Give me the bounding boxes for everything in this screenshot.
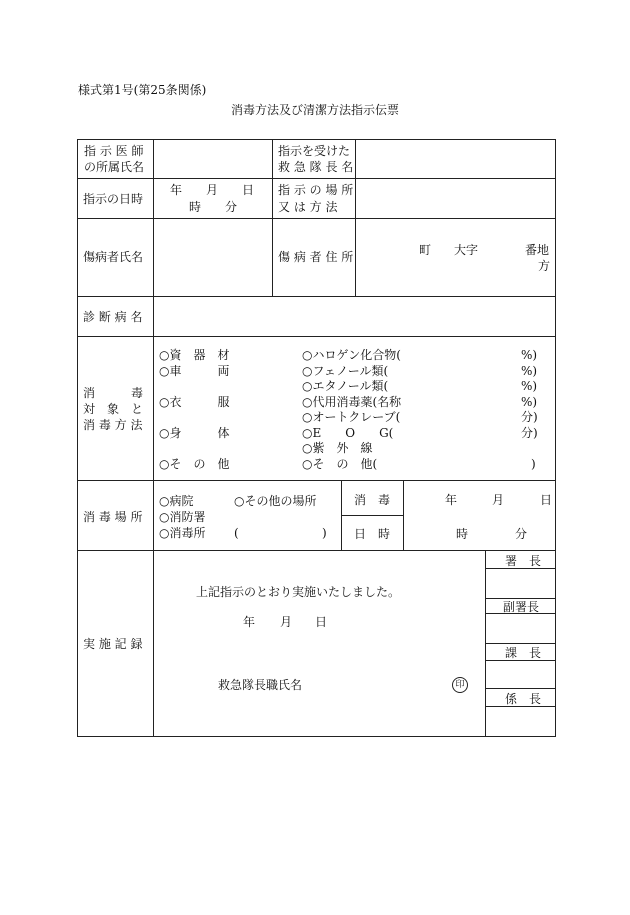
method-unit: %): [521, 379, 538, 393]
method-unit: %): [521, 364, 538, 378]
approval-divider: [485, 660, 556, 661]
approval-divider: [485, 643, 556, 644]
cell-divider: [341, 515, 403, 516]
approval-divider: [485, 688, 556, 689]
receiver-label: 救 急 隊 長 名: [278, 160, 354, 174]
label-column-divider: [153, 139, 154, 737]
approval-divider: [485, 598, 556, 599]
implementation-record-label: 実 施 記 録: [83, 637, 143, 651]
form-title: 消毒方法及び清潔方法指示伝票: [231, 103, 400, 117]
method-option: ○E O G(: [302, 426, 394, 440]
approval-divider: [485, 568, 556, 569]
approval-section-chief: 課 長: [505, 646, 542, 660]
date-day: 日: [540, 493, 553, 507]
diagnosis-label: 診 断 病 名: [83, 310, 143, 324]
receiver-label: 指示を受けた: [278, 144, 351, 158]
address-town: 町: [419, 243, 432, 257]
target-option: ○そ の 他: [159, 457, 230, 471]
target-option: ○身 体: [159, 426, 230, 440]
paren-close: ): [322, 526, 327, 540]
disinfection-place-label: 消 毒 場 所: [83, 510, 143, 524]
row-divider: [77, 218, 556, 219]
record-day: 日: [315, 615, 328, 629]
time-minute: 分: [225, 200, 238, 214]
column-divider: [272, 139, 273, 296]
target-option: ○資 器 材: [159, 348, 230, 362]
time-hour: 時: [189, 200, 202, 214]
approval-deputy-chief: 副署長: [503, 600, 540, 614]
row-divider: [77, 336, 556, 337]
approval-chief: 署 長: [505, 554, 542, 568]
completion-statement: 上記指示のとおり実施いたしました。: [196, 585, 401, 599]
time-minute: 分: [515, 527, 528, 541]
method-unit: ): [531, 457, 536, 471]
method-option: ○オートクレーブ(: [302, 410, 401, 424]
address-banchi: 番地: [525, 243, 550, 257]
instruction-datetime-label: 指示の日時: [83, 192, 144, 206]
date-month: 月: [206, 183, 219, 197]
method-unit: %): [521, 395, 538, 409]
column-divider: [341, 480, 342, 550]
disinfection-target-label: 消 毒: [83, 386, 144, 400]
date-year: 年: [170, 183, 183, 197]
place-fire-station: ○消防署: [159, 510, 206, 524]
patient-address-label: 傷 病 者 住 所: [278, 250, 354, 264]
date-year: 年: [445, 493, 458, 507]
seal-mark: 印: [452, 677, 468, 693]
target-option: ○衣 服: [159, 395, 230, 409]
column-divider: [355, 139, 356, 296]
method-option: ○ハロゲン化合物(: [302, 348, 401, 362]
place-disinfection-site: ○消毒所: [159, 526, 206, 540]
form-number: 様式第1号(第25条関係): [78, 83, 207, 97]
time-hour: 時: [456, 527, 469, 541]
instruction-place-label: 又 は 方 法: [278, 200, 338, 214]
row-divider: [77, 480, 556, 481]
row-divider: [77, 296, 556, 297]
address-oaza: 大字: [454, 243, 479, 257]
approval-column-divider: [485, 550, 486, 737]
date-month: 月: [492, 493, 505, 507]
disinfection-datetime-label: 日 時: [354, 527, 391, 541]
column-divider: [403, 480, 404, 550]
approval-subsection-chief: 係 長: [505, 692, 542, 706]
date-day: 日: [242, 183, 255, 197]
method-option: ○エタノール類(: [302, 379, 389, 393]
patient-name-label: 傷病者氏名: [83, 250, 144, 264]
instruction-place-label: 指 示 の 場 所: [278, 183, 354, 197]
disinfection-datetime-label: 消 毒: [354, 493, 391, 507]
row-divider: [77, 178, 556, 179]
method-option: ○そ の 他(: [302, 457, 378, 471]
instructing-doctor-label: の所属氏名: [84, 160, 145, 174]
method-unit: %): [521, 348, 538, 362]
signer-label: 救急隊長職氏名: [218, 678, 303, 692]
record-year: 年: [243, 615, 256, 629]
record-month: 月: [280, 615, 293, 629]
method-option: ○代用消毒薬(名称: [302, 395, 402, 409]
instructing-doctor-label: 指 示 医 師: [84, 144, 144, 158]
method-option: ○紫 外 線: [302, 441, 373, 455]
method-unit: 分): [521, 410, 538, 424]
place-hospital: ○病院: [159, 494, 194, 508]
address-kata: 方: [538, 259, 551, 273]
disinfection-target-label: 消 毒 方 法: [83, 418, 143, 432]
approval-divider: [485, 706, 556, 707]
disinfection-target-label: 対 象 と: [83, 402, 144, 416]
paren-open: (: [234, 526, 239, 540]
method-unit: 分): [521, 426, 538, 440]
place-other: ○その他の場所: [234, 494, 317, 508]
method-option: ○フェノール類(: [302, 364, 389, 378]
target-option: ○車 両: [159, 364, 230, 378]
